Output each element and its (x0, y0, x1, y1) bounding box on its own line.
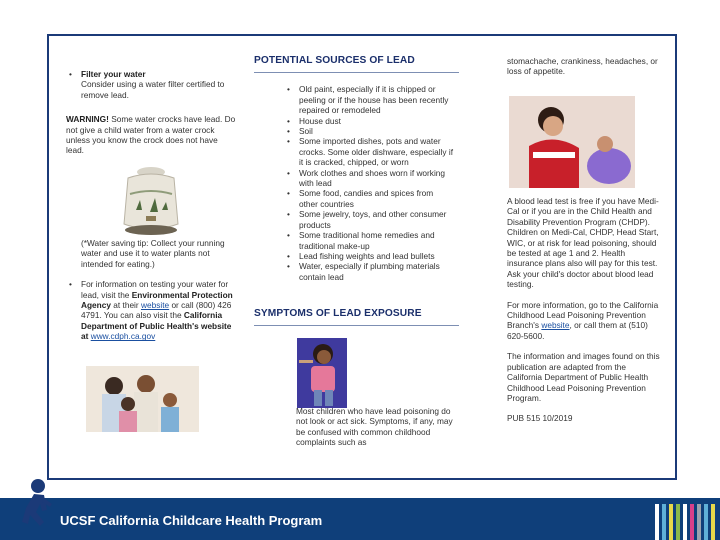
blood-test-paragraph: A blood lead test is free if you have Medi-Cal or if you are in the Child Health and Disability Prevention Program (CHDP). Children on Medi-Cal, CHDP, Head Start, WIC, or at risk for lead poisoning, should be tested at age 1 and 2. Health insurance plans also will pay for this test. Ask your child's doctor about blood lead testing. (507, 196, 659, 290)
stripe (683, 504, 687, 540)
symptoms-divider (254, 325, 459, 326)
warning-body: Some water crocks have lead. Do not give a child water from a water crock unless you know the crock does not have lead. (66, 114, 236, 156)
credit-text: The information and images found on this publication are adapted from the California Department of Public Health Childhood Lead Poisoning Prevention Program. (507, 351, 660, 403)
cdph-website-link[interactable]: www.cdph.ca.gov (90, 331, 156, 342)
warning-block (66, 114, 236, 156)
symptoms-body: Most children who have lead poisoning do not look or act sick. Symptoms, if any, may be confused with common childhood complaints such as (296, 406, 453, 448)
footer-banner (0, 498, 720, 540)
list-item: • Soil (284, 126, 454, 136)
column-middle (254, 56, 464, 282)
family-photo (86, 366, 199, 432)
cdph-name: California Department of Public Health's website at (81, 310, 232, 342)
stripe (704, 504, 708, 540)
list-item: • House dust (284, 116, 454, 126)
running-child-icon (20, 478, 56, 540)
column-left (66, 69, 236, 156)
symptoms-heading: SYMPTOMS OF LEAD EXPOSURE (254, 308, 422, 319)
stripe (690, 504, 694, 540)
stripe (676, 504, 680, 540)
sources-list (254, 84, 454, 282)
list-item: • Some jewelry, toys, and other consumer products (284, 209, 454, 230)
epa-name: Environmental Protection Agency (81, 289, 233, 311)
column-right-lower (507, 196, 662, 424)
water-saving-tip: (*Water saving tip: Collect your running water and use it to water plants not intended for eating.) (81, 238, 225, 269)
warning-label: WARNING! (66, 114, 109, 125)
more-info (507, 300, 662, 342)
list-item: • Some imported dishes, pots and water crocks. Some older dishware, especially if it is cracked, chipped, or worn (284, 136, 454, 167)
water-crock-image (106, 166, 196, 238)
stripe (711, 504, 715, 540)
epa-call: or call (800) 426 4791. You can also visit the (81, 300, 232, 321)
list-item: • Some food, candies and spices from other countries (284, 188, 454, 209)
children-photo (509, 96, 635, 188)
list-item: • Old paint, especially if it is chipped or peeling or if the house has been recently repaired or remodeled (284, 84, 454, 115)
stripe (662, 504, 666, 540)
stripe (669, 504, 673, 540)
stripe (655, 504, 659, 540)
clppb-website-link[interactable]: website (541, 320, 570, 331)
more-info-phone: , or call them at (510) 620-5600. (507, 320, 648, 341)
list-item: • Water, especially if plumbing materials contain lead (284, 261, 454, 282)
document-page (47, 34, 677, 480)
child-photo (297, 338, 347, 408)
epa-at: at their (113, 300, 139, 311)
sources-heading: POTENTIAL SOURCES OF LEAD (254, 55, 415, 66)
column-left-lower (66, 238, 236, 342)
symptoms-continued: stomachache, crankiness, headaches, or loss of appetite. (507, 56, 658, 77)
column-right (507, 56, 662, 77)
filter-body: Consider using a water filter certified to remove lead. (81, 79, 225, 100)
publication-number: PUB 515 10/2019 (507, 413, 573, 424)
epa-intro: For information on testing your water for lead, visit the (81, 279, 229, 300)
symptoms-section (254, 309, 464, 326)
sources-divider (254, 72, 459, 73)
stripe (697, 504, 701, 540)
footer-title: UCSF California Childcare Health Program (60, 513, 323, 528)
list-item: • Work clothes and shoes worn if working with lead (284, 168, 454, 189)
filter-title: • Filter your water (81, 69, 146, 79)
epa-info (66, 279, 236, 341)
more-info-text: For more information, go to the California Childhood Lead Poisoning Prevention Branch's (507, 299, 659, 331)
epa-website-link[interactable]: website (140, 300, 170, 311)
list-item: • Lead fishing weights and lead bullets (284, 251, 454, 261)
list-item: • Some traditional home remedies and traditional make-up (284, 230, 454, 251)
